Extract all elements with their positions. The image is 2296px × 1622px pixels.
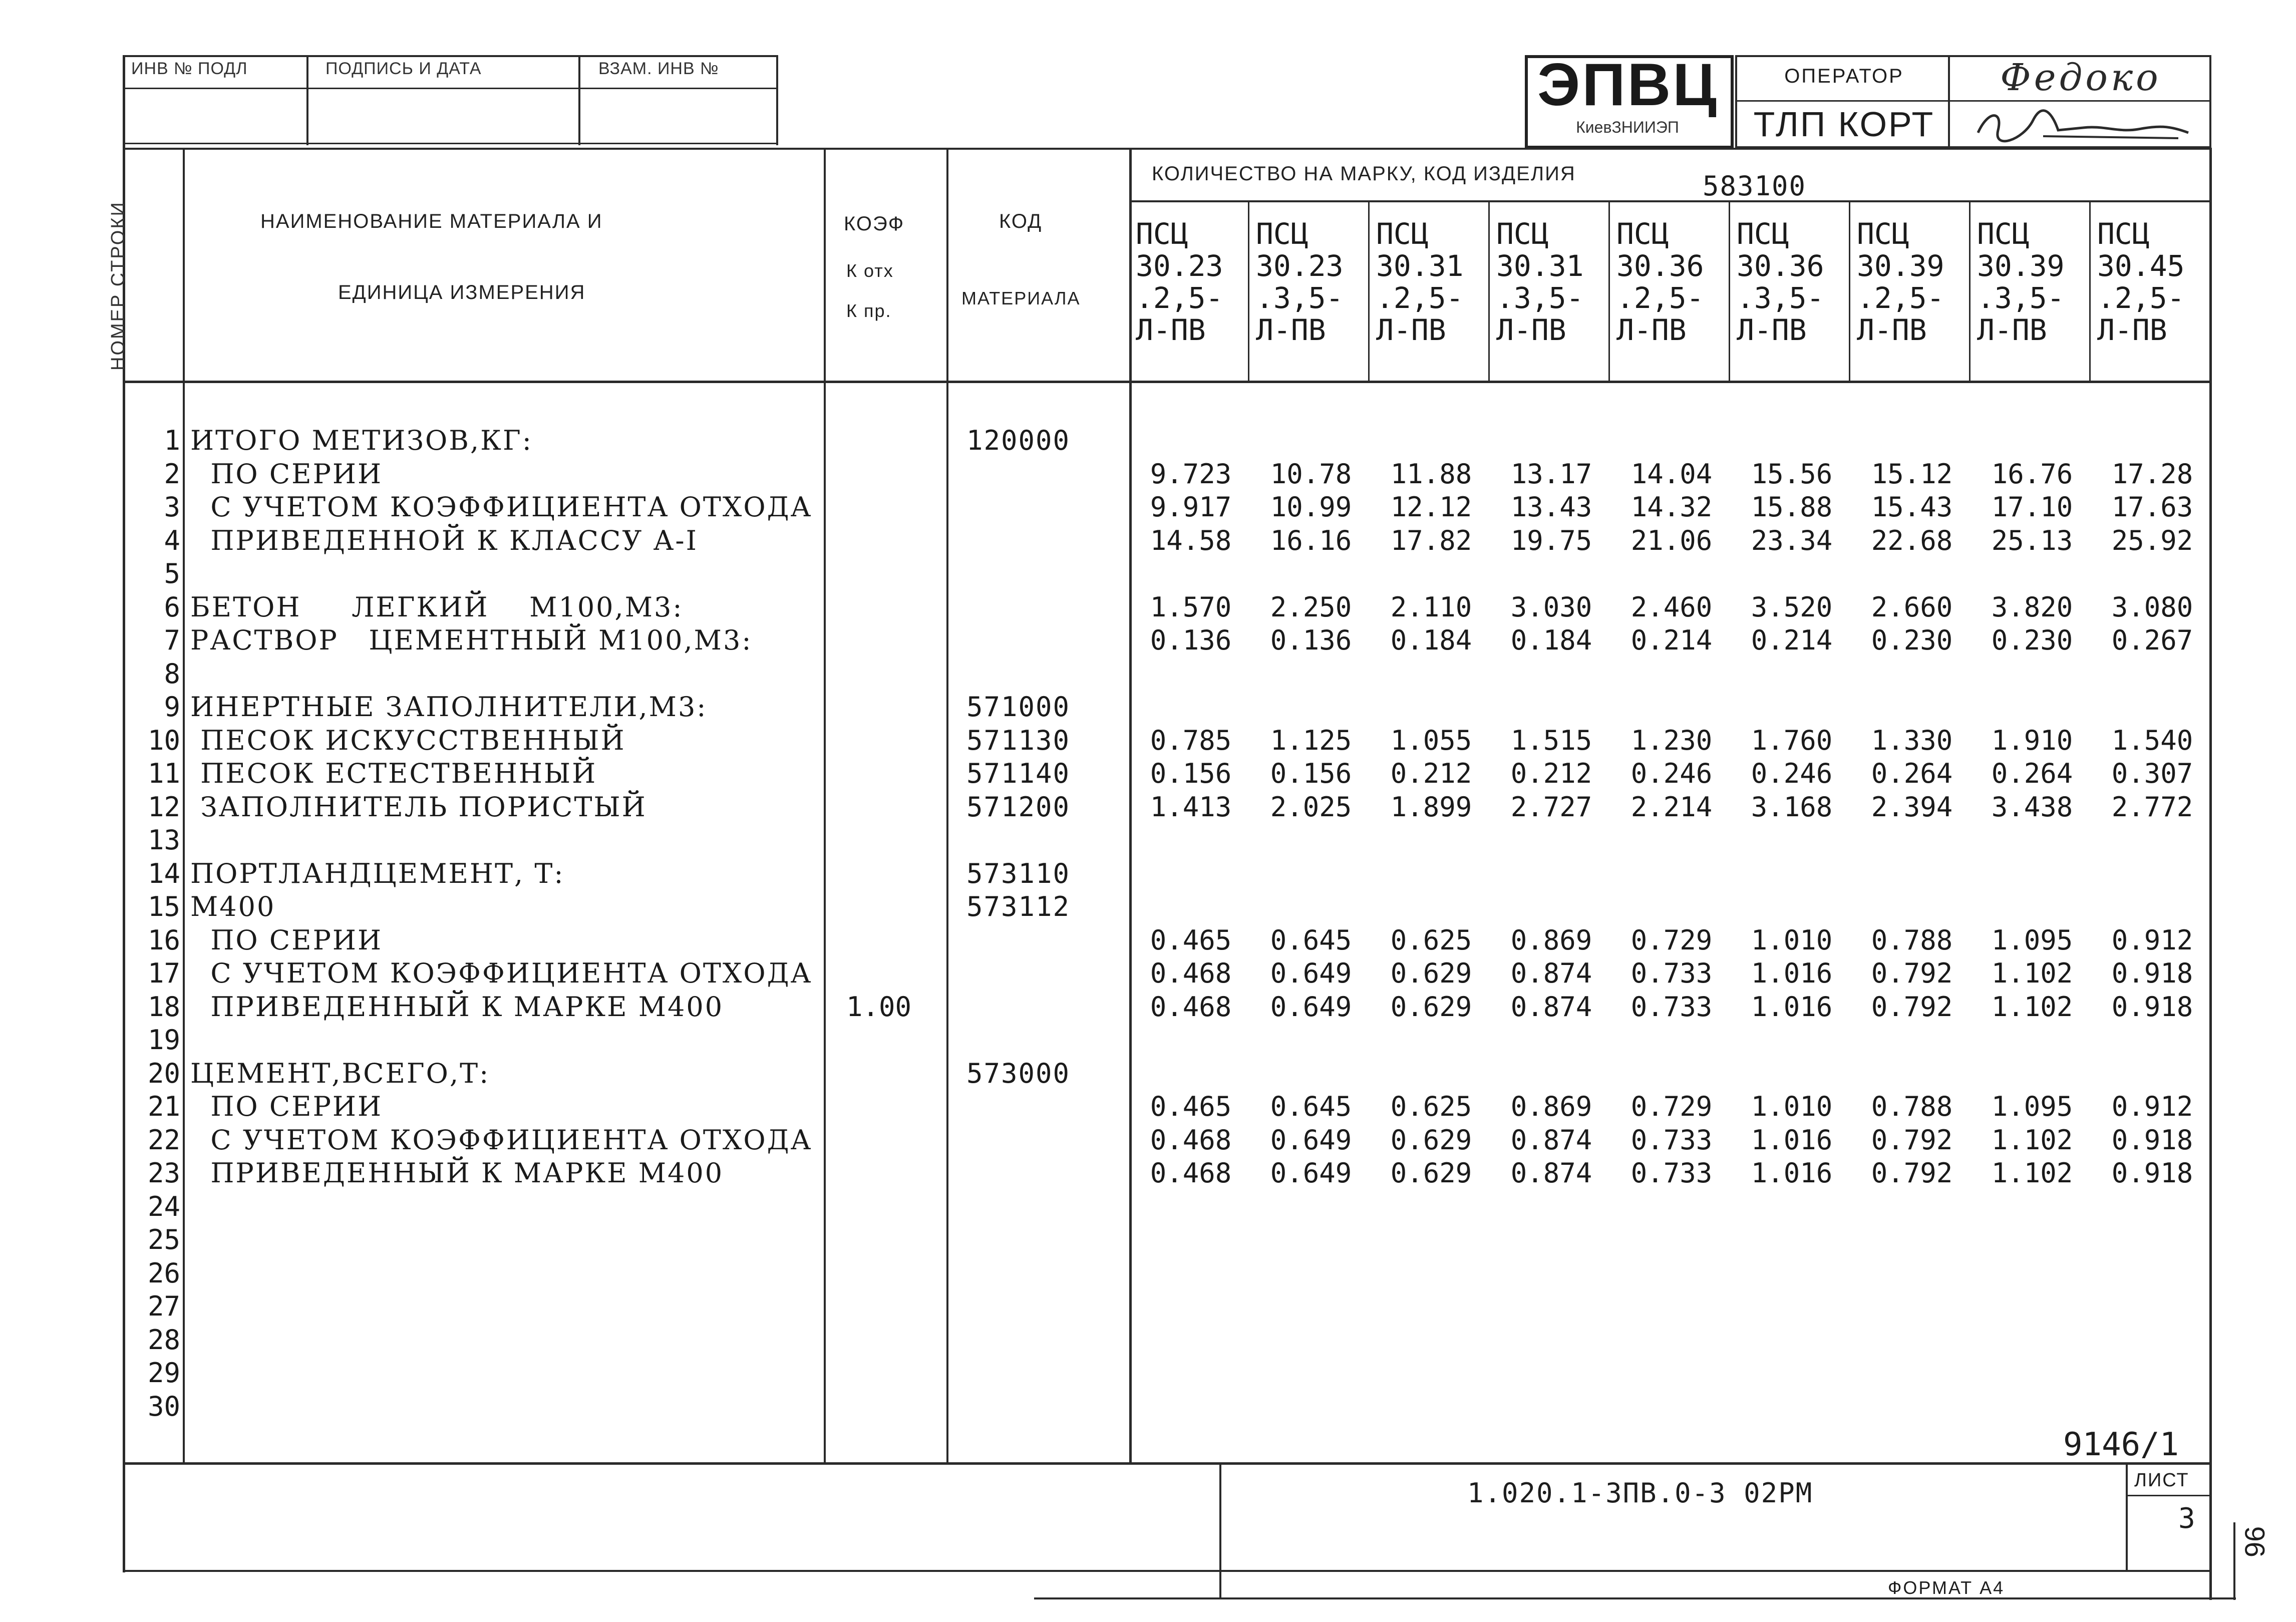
quantity-cell: 1.125 [1270,725,1352,756]
quantity-cell: 0.629 [1390,957,1472,989]
operator-label: ОПЕРАТОР [1784,65,1904,87]
quantity-cell: 0.267 [2111,624,2193,656]
quantity-cell: 0.874 [1510,991,1592,1023]
quantity-cell: 0.729 [1630,924,1713,956]
org-logo: ЭПВЦ [1537,51,1719,118]
quantity-cell: 2.394 [1871,791,1953,823]
material-code: 571130 [966,725,1071,756]
quantity-cell: 0.156 [1150,758,1232,789]
material-header-line1: НАИМЕНОВАНИЕ МАТЕРИАЛА И [260,210,603,232]
quantity-cell: 16.76 [1991,458,2073,490]
quantity-cell: 0.649 [1270,1157,1352,1189]
quantity-cell: 0.729 [1630,1091,1713,1122]
quantity-cell: 23.34 [1751,525,1833,556]
row-number: 19 [147,1024,180,1056]
quantity-cell: 14.04 [1630,458,1713,490]
quantity-cell: 0.156 [1270,758,1352,789]
quantity-cell: 3.520 [1751,591,1833,623]
row-number: 10 [147,725,180,756]
quantity-cell: 12.12 [1390,491,1472,523]
quantity-cell: 1.095 [1991,1091,2073,1122]
quantity-cell: 0.874 [1510,957,1592,989]
row-number: 18 [147,991,180,1023]
quantity-cell: 0.649 [1270,957,1352,989]
row-number: 6 [164,591,180,623]
quantity-cell: 0.230 [1991,624,2073,656]
quantity-cell: 17.82 [1390,525,1472,556]
quantity-cell: 2.025 [1270,791,1352,823]
quantity-cell: 22.68 [1871,525,1953,556]
quantity-cell: 1.570 [1150,591,1232,623]
quantity-cell: 0.869 [1510,1091,1592,1122]
row-number: 12 [147,791,180,823]
quantity-cell: 0.625 [1390,924,1472,956]
row-number: 25 [147,1224,180,1255]
row-number: 8 [164,658,180,690]
row-number: 17 [147,957,180,989]
koef-header-line1: КОЭФ [844,213,905,235]
material-name: М400 [190,891,276,922]
quantity-cell: 25.13 [1991,525,2073,556]
stamp-replace-label: ВЗАМ. ИНВ № [598,59,719,78]
quantity-cell: 1.102 [1991,991,2073,1023]
row-number: 26 [147,1257,180,1289]
quantity-cell: 0.792 [1871,1157,1953,1189]
handwritten-signature [1968,105,2198,145]
quantity-cell: 0.918 [2111,1124,2193,1156]
quantity-cell: 0.918 [2111,1157,2193,1189]
quantity-cell: 0.468 [1150,957,1232,989]
quantity-cell: 16.16 [1270,525,1352,556]
quantity-cell: 1.010 [1751,1091,1833,1122]
quantity-cell: 0.733 [1630,1124,1713,1156]
quantity-cell: 1.413 [1150,791,1232,823]
quantity-cell: 0.629 [1390,1124,1472,1156]
org-logo-subtitle: КиевЗНИИЭП [1576,118,1679,136]
quantity-cell: 0.465 [1150,1091,1232,1122]
quantity-cell: 0.629 [1390,991,1472,1023]
signature-name: Федоко [2000,56,2161,99]
quantity-cell: 1.515 [1510,725,1592,756]
material-code: 120000 [966,425,1071,456]
quantity-cell: 0.184 [1510,624,1592,656]
quantity-cell: 1.010 [1751,924,1833,956]
material-name: С УЧЕТОМ КОЭФФИЦИЕНТА ОТХОДА [190,491,813,523]
quantity-cell: 0.307 [2111,758,2193,789]
quantity-cell: 0.874 [1510,1124,1592,1156]
row-number: 13 [147,824,180,856]
quantity-cell: 17.63 [2111,491,2193,523]
quantity-cell: 0.625 [1390,1091,1472,1122]
quantity-cell: 0.629 [1390,1157,1472,1189]
koef-header-line2: К отх [846,260,894,281]
quantity-cell: 0.869 [1510,924,1592,956]
quantity-cell: 17.28 [2111,458,2193,490]
material-code: 571140 [966,758,1071,789]
quantity-cell: 0.792 [1871,1124,1953,1156]
material-name: ЗАПОЛНИТЕЛЬ ПОРИСТЫЙ [190,791,647,823]
quantity-cell: 13.43 [1510,491,1592,523]
quantity-cell: 10.78 [1270,458,1352,490]
row-number: 20 [147,1058,180,1089]
quantity-cell: 1.055 [1390,725,1472,756]
quantity-cell: 0.912 [2111,1091,2193,1122]
quantity-cell: 15.88 [1751,491,1833,523]
quantity-cell: 3.080 [2111,591,2193,623]
material-name: ПРИВЕДЕННЫЙ К МАРКЕ М400 [190,1157,724,1189]
format-label: ФОРМАТ А4 [1888,1577,2005,1598]
quantity-cell: 0.136 [1150,624,1232,656]
material-name: ЦЕМЕНТ,ВСЕГО,Т: [190,1058,490,1089]
quantity-cell: 0.645 [1270,924,1352,956]
quantity-cell: 13.17 [1510,458,1592,490]
material-code: 571000 [966,691,1071,723]
quantity-cell: 3.168 [1751,791,1833,823]
row-number: 21 [147,1091,180,1122]
quantity-cell: 3.820 [1991,591,2073,623]
quantity-cell: 0.733 [1630,1157,1713,1189]
quantity-cell: 0.918 [2111,991,2193,1023]
koef-value: 1.00 [846,991,912,1023]
row-number: 4 [164,525,180,556]
document-code: 1.020.1-3ПВ.0-3 02РМ [1467,1477,1813,1509]
quantity-cell: 1.910 [1991,725,2073,756]
quantity-cell: 9.723 [1150,458,1232,490]
quantity-cell: 0.214 [1630,624,1713,656]
code-header-line2: МАТЕРИАЛА [961,288,1081,308]
side-page-number: 96 [2239,1526,2270,1557]
row-number: 9 [164,691,180,723]
quantity-cell: 2.660 [1871,591,1953,623]
quantity-cell: 9.917 [1150,491,1232,523]
quantity-cell: 2.727 [1510,791,1592,823]
row-number: 5 [164,558,180,589]
material-name: ПЕСОК ЕСТЕСТВЕННЫЙ [190,758,597,789]
quantity-cell: 15.43 [1871,491,1953,523]
quantity-cell: 15.12 [1871,458,1953,490]
sheet-number: 3 [2178,1502,2195,1535]
quantity-cell: 0.246 [1751,758,1833,789]
sheet-label: ЛИСТ [2134,1470,2189,1491]
material-name: ПРИВЕДЕННОЙ К КЛАССУ А-I [190,525,698,556]
row-number-header: НОМЕР СТРОКИ [108,201,129,371]
quantity-cell: 21.06 [1630,525,1713,556]
row-number: 22 [147,1124,180,1156]
quantity-cell: 0.649 [1270,1124,1352,1156]
quantity-cell: 0.788 [1871,924,1953,956]
quantity-header: КОЛИЧЕСТВО НА МАРКУ, КОД ИЗДЕЛИЯ [1152,163,1576,185]
mark-header-2: ПСЦ 30.23 .3,5- Л-ПВ [1256,217,1344,347]
quantity-cell: 0.645 [1270,1091,1352,1122]
stamp-inv-label: ИНВ № ПОДЛ [131,59,248,78]
operator-name: ТЛП КОРТ [1753,105,1935,144]
quantity-cell: 2.772 [2111,791,2193,823]
material-name: С УЧЕТОМ КОЭФФИЦИЕНТА ОТХОДА [190,957,813,989]
quantity-cell: 25.92 [2111,525,2193,556]
mark-header-5: ПСЦ 30.36 .2,5- Л-ПВ [1616,217,1704,347]
quantity-cell: 14.58 [1150,525,1232,556]
product-code: 583100 [1703,170,1807,202]
quantity-cell: 14.32 [1630,491,1713,523]
quantity-cell: 1.016 [1751,991,1833,1023]
mark-header-7: ПСЦ 30.39 .2,5- Л-ПВ [1857,217,1944,347]
quantity-cell: 0.214 [1751,624,1833,656]
quantity-cell: 1.230 [1630,725,1713,756]
quantity-cell: 17.10 [1991,491,2073,523]
quantity-cell: 1.540 [2111,725,2193,756]
material-name: РАСТВОР ЦЕМЕНТНЫЙ М100,М3: [190,624,753,656]
quantity-cell: 0.468 [1150,1157,1232,1189]
material-name: ПОРТЛАНДЦЕМЕНТ, Т: [190,858,565,889]
quantity-cell: 0.468 [1150,1124,1232,1156]
quantity-cell: 11.88 [1390,458,1472,490]
quantity-cell: 0.649 [1270,991,1352,1023]
material-name: ПО СЕРИИ [190,924,383,956]
row-number: 11 [147,758,180,789]
quantity-cell: 0.788 [1871,1091,1953,1122]
quantity-cell: 19.75 [1510,525,1592,556]
material-name: С УЧЕТОМ КОЭФФИЦИЕНТА ОТХОДА [190,1124,813,1156]
quantity-cell: 0.733 [1630,957,1713,989]
material-name: ИТОГО МЕТИЗОВ,КГ: [190,425,533,456]
mark-header-4: ПСЦ 30.31 .3,5- Л-ПВ [1496,217,1584,347]
material-name: ПРИВЕДЕННЫЙ К МАРКЕ М400 [190,991,724,1023]
quantity-cell: 2.250 [1270,591,1352,623]
quantity-cell: 0.264 [1871,758,1953,789]
material-name: ПО СЕРИИ [190,458,383,490]
mark-header-9: ПСЦ 30.45 .2,5- Л-ПВ [2097,217,2185,347]
quantity-cell: 1.016 [1751,957,1833,989]
material-name: ПЕСОК ИСКУССТВЕННЫЙ [190,725,626,756]
mark-header-6: ПСЦ 30.36 .3,5- Л-ПВ [1737,217,1824,347]
quantity-cell: 3.030 [1510,591,1592,623]
quantity-cell: 0.465 [1150,924,1232,956]
material-code: 573000 [966,1058,1071,1089]
mark-header-1: ПСЦ 30.23 .2,5- Л-ПВ [1136,217,1223,347]
material-code: 573110 [966,858,1071,889]
quantity-cell: 0.264 [1991,758,2073,789]
page-reference: 9146/1 [2063,1426,2179,1463]
row-number: 24 [147,1191,180,1222]
quantity-cell: 0.792 [1871,957,1953,989]
mark-header-3: ПСЦ 30.31 .2,5- Л-ПВ [1376,217,1464,347]
quantity-cell: 15.56 [1751,458,1833,490]
material-code: 573112 [966,891,1071,922]
code-header-line1: КОД [999,210,1043,232]
koef-header-line3: К пр. [846,300,892,321]
quantity-cell: 0.184 [1390,624,1472,656]
row-number: 1 [164,425,180,456]
quantity-cell: 2.214 [1630,791,1713,823]
row-number: 7 [164,624,180,656]
row-number: 2 [164,458,180,490]
quantity-cell: 0.785 [1150,725,1232,756]
quantity-cell: 1.102 [1991,957,2073,989]
quantity-cell: 0.212 [1510,758,1592,789]
quantity-cell: 0.136 [1270,624,1352,656]
row-number: 16 [147,924,180,956]
quantity-cell: 2.110 [1390,591,1472,623]
row-number: 27 [147,1290,180,1322]
quantity-cell: 0.212 [1390,758,1472,789]
row-number: 29 [147,1357,180,1389]
material-header-line2: ЕДИНИЦА ИЗМЕРЕНИЯ [338,281,586,303]
quantity-cell: 0.912 [2111,924,2193,956]
row-number: 23 [147,1157,180,1189]
quantity-cell: 10.99 [1270,491,1352,523]
quantity-cell: 1.016 [1751,1124,1833,1156]
material-code: 571200 [966,791,1071,823]
material-name: ИНЕРТНЫЕ ЗАПОЛНИТЕЛИ,М3: [190,691,708,723]
quantity-cell: 1.102 [1991,1157,2073,1189]
quantity-cell: 0.874 [1510,1157,1592,1189]
quantity-cell: 3.438 [1991,791,2073,823]
quantity-cell: 0.792 [1871,991,1953,1023]
quantity-cell: 0.468 [1150,991,1232,1023]
quantity-cell: 2.460 [1630,591,1713,623]
quantity-cell: 0.246 [1630,758,1713,789]
quantity-cell: 1.899 [1390,791,1472,823]
row-number: 28 [147,1324,180,1356]
stamp-sign-label: ПОДПИСЬ И ДАТА [325,59,482,78]
quantity-cell: 0.733 [1630,991,1713,1023]
quantity-cell: 1.016 [1751,1157,1833,1189]
quantity-cell: 1.095 [1991,924,2073,956]
quantity-cell: 1.330 [1871,725,1953,756]
quantity-cell: 0.918 [2111,957,2193,989]
row-number: 30 [147,1391,180,1422]
row-number: 14 [147,858,180,889]
row-number: 3 [164,491,180,523]
row-number: 15 [147,891,180,922]
quantity-cell: 1.760 [1751,725,1833,756]
quantity-cell: 0.230 [1871,624,1953,656]
mark-header-8: ПСЦ 30.39 .3,5- Л-ПВ [1977,217,2065,347]
material-name: ПО СЕРИИ [190,1091,383,1122]
quantity-cell: 1.102 [1991,1124,2073,1156]
material-name: БЕТОН ЛЕГКИЙ М100,М3: [190,591,684,623]
